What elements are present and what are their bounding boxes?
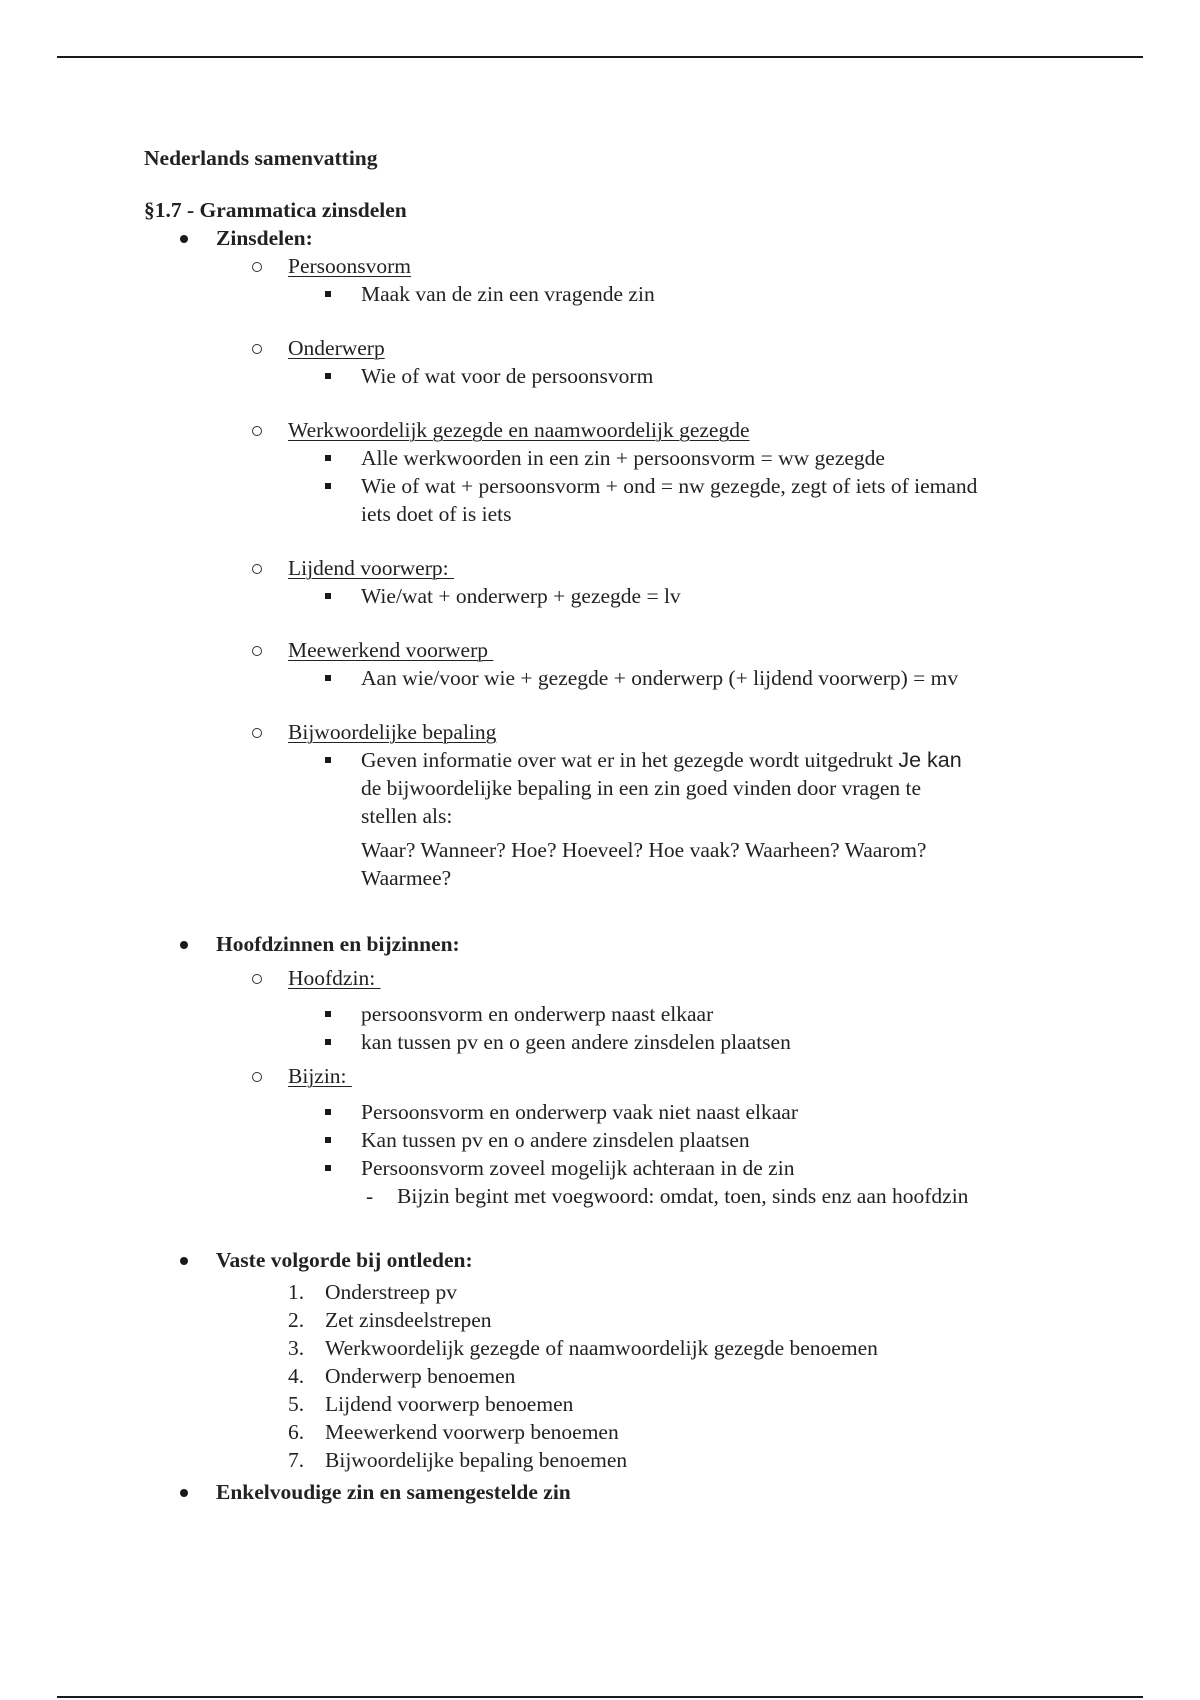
point-text: kan tussen pv en o geen andere zinsdelen plaatsen bbox=[361, 1030, 791, 1054]
bullet-square-icon bbox=[325, 1137, 331, 1143]
item-onderwerp bbox=[144, 334, 1104, 362]
point-text: Alle werkwoorden in een zin + persoonsvorm = ww gezegde bbox=[361, 446, 885, 470]
point-text: Wie/wat + onderwerp + gezegde = lv bbox=[361, 584, 681, 608]
bullet-enkelvoudige-zin bbox=[144, 1478, 1104, 1506]
section-title: §1.7 - Grammatica zinsdelen bbox=[144, 198, 407, 222]
bullet-square-icon bbox=[325, 455, 331, 461]
step-number: 6. bbox=[288, 1420, 305, 1444]
bullet-square-icon bbox=[325, 1011, 331, 1017]
hoofdzinnen-heading: Hoofdzinnen en bijzinnen: bbox=[216, 932, 460, 956]
list-item bbox=[144, 1098, 1104, 1126]
list-item bbox=[144, 472, 1104, 528]
step-number: 1. bbox=[288, 1280, 305, 1304]
bullet-square-icon bbox=[325, 1039, 331, 1045]
bullet-square-icon bbox=[325, 483, 331, 489]
bullet-disc-icon bbox=[180, 235, 188, 243]
bullet-circle-icon bbox=[252, 974, 262, 984]
step-text: Onderwerp benoemen bbox=[325, 1364, 516, 1388]
point-text: Kan tussen pv en o andere zinsdelen plaatsen bbox=[361, 1128, 750, 1152]
bullet-volgorde bbox=[144, 1246, 1104, 1274]
item-label: Bijwoordelijke bepaling bbox=[288, 720, 497, 744]
bullet-circle-icon bbox=[252, 646, 262, 656]
step-number: 5. bbox=[288, 1392, 305, 1416]
point-text: de bijwoordelijke bepaling in een zin goed vinden door vragen te bbox=[361, 776, 922, 800]
bullet-square-icon bbox=[325, 675, 331, 681]
item-label: Werkwoordelijk gezegde en naamwoordelijk gezegde bbox=[288, 418, 750, 442]
list-item bbox=[144, 1154, 1104, 1182]
numbered-item bbox=[144, 1334, 1104, 1362]
item-label: Persoonsvorm bbox=[288, 254, 412, 278]
item-label: Lijdend voorwerp: bbox=[288, 556, 454, 580]
bullet-circle-icon bbox=[252, 344, 262, 354]
step-text: Zet zinsdeelstrepen bbox=[325, 1308, 492, 1332]
bullet-circle-icon bbox=[252, 564, 262, 574]
dash-marker: - bbox=[366, 1184, 374, 1208]
footer-rule bbox=[57, 1696, 1143, 1698]
list-item bbox=[144, 664, 1104, 692]
step-number: 7. bbox=[288, 1448, 305, 1472]
item-bijwoordelijke-bepaling bbox=[144, 718, 1104, 746]
point-text: persoonsvorm en onderwerp naast elkaar bbox=[361, 1002, 714, 1026]
volgorde-heading: Vaste volgorde bij ontleden: bbox=[216, 1248, 473, 1272]
step-number: 2. bbox=[288, 1308, 305, 1332]
step-number: 4. bbox=[288, 1364, 305, 1388]
numbered-item bbox=[144, 1446, 1104, 1474]
item-label: Meewerkend voorwerp bbox=[288, 638, 494, 662]
header-rule bbox=[57, 56, 1143, 58]
list-item bbox=[144, 1000, 1104, 1028]
zinsdelen-heading: Zinsdelen: bbox=[216, 226, 313, 250]
numbered-item bbox=[144, 1306, 1104, 1334]
list-item bbox=[144, 1126, 1104, 1154]
item-gezegde bbox=[144, 416, 1104, 444]
step-text: Lijdend voorwerp benoemen bbox=[325, 1392, 574, 1416]
point-text: stellen als: bbox=[361, 804, 453, 828]
list-item bbox=[144, 582, 1104, 610]
bullet-circle-icon bbox=[252, 1072, 262, 1082]
bullet-disc-icon bbox=[180, 1489, 188, 1497]
numbered-item bbox=[144, 1390, 1104, 1418]
point-text: Geven informatie over wat er in het gezegde wordt uitgedrukt bbox=[361, 748, 899, 772]
list-item bbox=[144, 746, 1104, 830]
bullet-square-icon bbox=[325, 593, 331, 599]
list-item-continued bbox=[144, 836, 1104, 892]
numbered-item bbox=[144, 1362, 1104, 1390]
item-meewerkend-voorwerp bbox=[144, 636, 1104, 664]
bullet-disc-icon bbox=[180, 1257, 188, 1265]
bullet-circle-icon bbox=[252, 728, 262, 738]
list-item bbox=[144, 444, 1104, 472]
point-text: Wie of wat voor de persoonsvorm bbox=[361, 364, 654, 388]
point-text: iets doet of is iets bbox=[361, 502, 512, 526]
step-number: 3. bbox=[288, 1336, 305, 1360]
document-body bbox=[144, 144, 1104, 1506]
point-text: Persoonsvorm zoveel mogelijk achteraan in de zin bbox=[361, 1156, 795, 1180]
point-text: Waarmee? bbox=[361, 866, 452, 890]
item-label: Onderwerp bbox=[288, 336, 385, 360]
step-text: Bijwoordelijke bepaling benoemen bbox=[325, 1448, 628, 1472]
bullet-disc-icon bbox=[180, 941, 188, 949]
numbered-item bbox=[144, 1418, 1104, 1446]
list-item bbox=[144, 362, 1104, 390]
bullet-square-icon bbox=[325, 291, 331, 297]
bullet-square-icon bbox=[325, 1165, 331, 1171]
bullet-square-icon bbox=[325, 757, 331, 763]
point-text: Je kan bbox=[898, 748, 962, 772]
point-text: Waar? Wanneer? Hoe? Hoeveel? Hoe vaak? Waarheen? Waarom? bbox=[361, 838, 927, 862]
point-text: Bijzin begint met voegwoord: omdat, toen, sinds enz aan hoofdzin bbox=[397, 1184, 969, 1208]
point-text: Aan wie/voor wie + gezegde + onderwerp (+ lijdend voorwerp) = mv bbox=[361, 666, 959, 690]
item-lijdend-voorwerp bbox=[144, 554, 1104, 582]
enkelvoudige-heading: Enkelvoudige zin en samengestelde zin bbox=[216, 1480, 571, 1504]
bullet-zinsdelen bbox=[144, 224, 1104, 252]
step-text: Werkwoordelijk gezegde of naamwoordelijk gezegde benoemen bbox=[325, 1336, 878, 1360]
bullet-hoofdzinnen bbox=[144, 930, 1104, 958]
list-item bbox=[144, 1028, 1104, 1056]
item-label: Bijzin: bbox=[288, 1064, 352, 1088]
document-title: Nederlands samenvatting bbox=[144, 146, 378, 170]
point-text: Wie of wat + persoonsvorm + ond = nw gezegde, zegt of iets of iemand bbox=[361, 474, 978, 498]
bullet-circle-icon bbox=[252, 426, 262, 436]
item-label: Hoofdzin: bbox=[288, 966, 381, 990]
step-text: Meewerkend voorwerp benoemen bbox=[325, 1420, 619, 1444]
item-persoonsvorm bbox=[144, 252, 1104, 280]
item-hoofdzin bbox=[144, 964, 1104, 992]
bullet-circle-icon bbox=[252, 262, 262, 272]
bullet-square-icon bbox=[325, 373, 331, 379]
point-text: Maak van de zin een vragende zin bbox=[361, 282, 655, 306]
bullet-square-icon bbox=[325, 1109, 331, 1115]
list-subitem bbox=[144, 1182, 1104, 1210]
step-text: Onderstreep pv bbox=[325, 1280, 457, 1304]
numbered-item bbox=[144, 1278, 1104, 1306]
point-text: Persoonsvorm en onderwerp vaak niet naast elkaar bbox=[361, 1100, 799, 1124]
item-bijzin bbox=[144, 1062, 1104, 1090]
list-item bbox=[144, 280, 1104, 308]
